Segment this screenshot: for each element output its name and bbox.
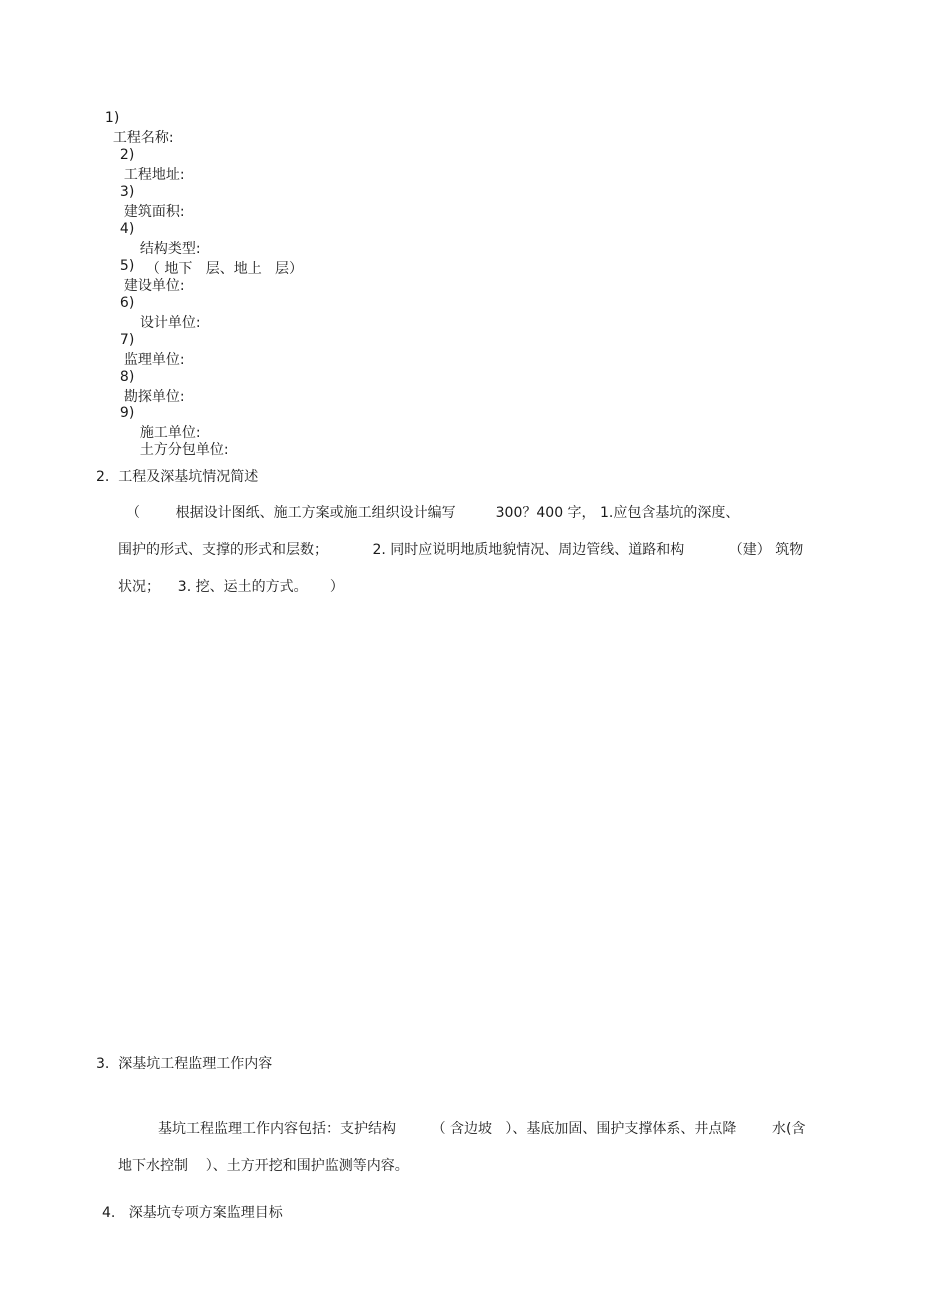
structure-type-item: 4) 结构类型: （ 地下 层、地上 层） (119, 221, 304, 277)
structure-type-floors: （ 地下 层、地上 层） (145, 261, 304, 277)
earthwork-subcontractor-item (131, 420, 229, 460)
survey-unit-label: 勘探单位: (123, 389, 185, 405)
supervision-unit-item: 7) 监理单位: (119, 332, 185, 368)
project-name-label: 工程名称: (112, 130, 174, 146)
construction-unit-item: 9) 施工单位: (119, 405, 201, 441)
project-address-item: 2) 工程地址: (119, 147, 185, 183)
section-3-heading: 3. 深基坑工程监理工作内容 (96, 1056, 273, 1072)
section-3-line-2: 地下水控制 ）、土方开挖和围护监测等内容。 (118, 1158, 409, 1174)
section-4-heading: 4. 深基坑专项方案监理目标 (102, 1205, 283, 1221)
section-2-line-1: （ 根据设计图纸、施工方案或施工组织设计编写 300？400 字， 1.应包含基坑的深度、 (126, 505, 740, 521)
design-unit-item: 6) 设计单位: (119, 295, 201, 331)
structure-type-label: 结构类型: (139, 241, 201, 257)
earthwork-subcontractor-label: 土方分包单位: (139, 442, 229, 458)
owner-unit-label: 建设单位: (123, 278, 185, 294)
section-3-line-1: 基坑工程监理工作内容包括：支护结构 （ 含边坡 ）、基底加固、围护支撑体系、井点降 水(含 (158, 1121, 806, 1137)
supervision-unit-label: 监理单位: (123, 352, 185, 368)
design-unit-label: 设计单位: (139, 315, 201, 331)
survey-unit-item: 8) 勘探单位: (119, 369, 185, 405)
project-name-item: 1) 工程名称: (104, 110, 174, 146)
section-2-heading: 2. 工程及深基坑情况简述 (96, 469, 259, 485)
section-2-line-2: 围护的形式、支撑的形式和层数； 2. 同时应说明地质地貌情况、周边管线、道路和构 （建） 筑物 (118, 542, 804, 558)
construction-unit-label: 施工单位: (139, 425, 201, 441)
building-area-label: 建筑面积: (123, 204, 185, 220)
project-address-label: 工程地址: (123, 167, 185, 183)
owner-unit-item: 5) 建设单位: (119, 258, 185, 294)
section-2-line-3: 状况； 3. 挖、运土的方式。 ） (118, 579, 344, 595)
building-area-item: 3) 建筑面积: (119, 184, 185, 220)
